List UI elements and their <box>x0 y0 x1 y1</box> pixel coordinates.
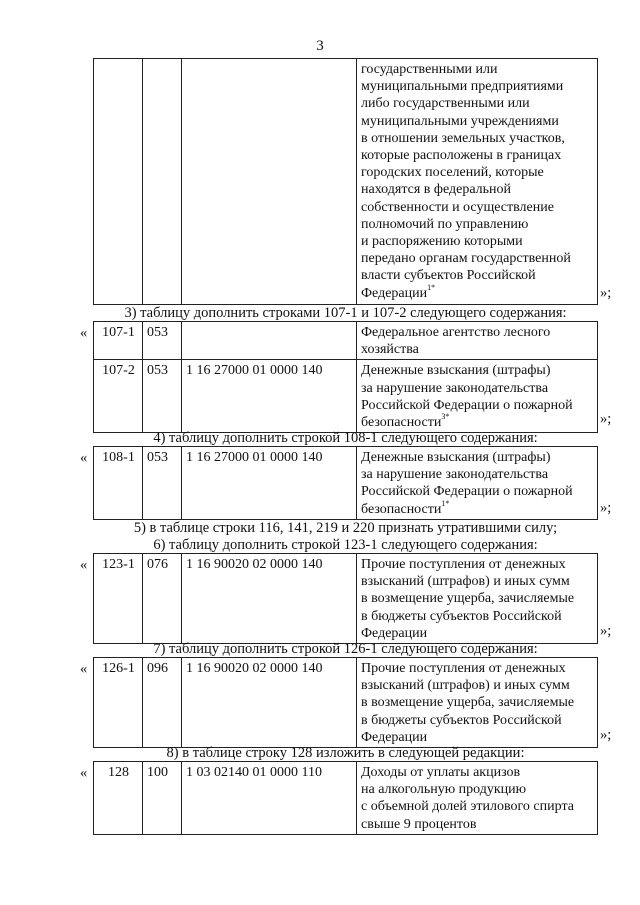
cell-code: 1 16 27000 01 0000 140 <box>182 447 357 520</box>
open-quote: « <box>80 661 88 677</box>
cell-num: 108-1 <box>94 447 143 520</box>
table-row <box>94 322 598 360</box>
cell-admin: 096 <box>143 658 182 748</box>
top-fragment-text: государственными или муниципальными предприятиями либо государственными или муниципальными учреждениями в отношении земельных участков, которые расположены в границах городских поселений, которые находятся в федеральной собственности и осуществление полномочий по управлению и распоряжению которыми передано органам государственной власти субъектов Российской Федерации <box>361 62 571 301</box>
table-row <box>94 658 598 748</box>
close-quote: »; <box>600 411 612 427</box>
cell-desc <box>357 447 598 520</box>
cell-admin: 076 <box>143 554 182 644</box>
cell-num: 107-2 <box>94 360 143 433</box>
row-description: Федеральное агентство лесного хозяйства <box>361 325 551 358</box>
instruction-7: 7) таблицу дополнить строкой 126-1 следующего содержания: <box>153 641 538 657</box>
cell-desc <box>357 59 598 305</box>
footnote-mark: 3* <box>441 412 450 422</box>
cell-desc <box>357 554 598 644</box>
cell-desc <box>357 762 598 835</box>
instruction-8: 8) в таблице строку 128 изложить в следующей редакции: <box>166 745 525 761</box>
cell-code: 1 16 90020 02 0000 140 <box>182 658 357 748</box>
cell-num: 128 <box>94 762 143 835</box>
cell-desc <box>357 658 598 748</box>
cell-code <box>182 59 357 305</box>
table-107 <box>93 321 598 433</box>
cell-admin: 053 <box>143 360 182 433</box>
instruction-4: 4) таблицу дополнить строкой 108-1 следующего содержания: <box>153 430 538 446</box>
close-quote: »; <box>600 500 612 516</box>
cell-code <box>182 322 357 360</box>
cell-admin <box>143 59 182 305</box>
table-123 <box>93 553 598 644</box>
row-description: Прочие поступления от денежных взысканий (штрафов) и иных сумм в возмещение ущерба, зачисляемые в бюджеты субъектов Российской Федерации <box>361 557 575 641</box>
cell-code: 1 16 90020 02 0000 140 <box>182 554 357 644</box>
page-number: 3 <box>316 38 324 54</box>
instruction-5: 5) в таблице строки 116, 141, 219 и 220 признать утратившими силу; <box>133 520 558 536</box>
table-128 <box>93 761 598 835</box>
table-row <box>94 59 598 305</box>
table-126 <box>93 657 598 748</box>
cell-num: 107-1 <box>94 322 143 360</box>
row-description: Денежные взыскания (штрафы) за нарушение законодательства Российской Федерации о пожарной безопасности <box>361 363 573 431</box>
row-description: Доходы от уплаты акцизов на алкогольную продукцию с объемной долей этилового спирта свыше 9 процентов <box>361 765 574 832</box>
cell-desc <box>357 360 598 433</box>
cell-code: 1 03 02140 01 0000 110 <box>182 762 357 835</box>
cell-admin: 053 <box>143 322 182 360</box>
cell-num <box>94 59 143 305</box>
table-top-fragment <box>93 58 598 305</box>
instruction-6: 6) таблицу дополнить строкой 123-1 следующего содержания: <box>153 537 538 553</box>
open-quote: « <box>80 325 88 341</box>
table-row <box>94 762 598 835</box>
footnote-mark: 1* <box>441 498 450 508</box>
close-quote: »; <box>600 727 612 743</box>
table-row <box>94 554 598 644</box>
close-quote: »; <box>600 623 612 639</box>
open-quote: « <box>80 557 88 573</box>
table-row <box>94 447 598 520</box>
table-108 <box>93 446 598 520</box>
cell-admin: 100 <box>143 762 182 835</box>
cell-code: 1 16 27000 01 0000 140 <box>182 360 357 433</box>
row-description: Прочие поступления от денежных взысканий (штрафов) и иных сумм в возмещение ущерба, зачисляемые в бюджеты субъектов Российской Федерации <box>361 661 575 745</box>
close-quote: »; <box>600 285 612 301</box>
row-description: Денежные взыскания (штрафы) за нарушение законодательства Российской Федерации о пожарной безопасности <box>361 450 573 517</box>
cell-num: 123-1 <box>94 554 143 644</box>
open-quote: « <box>80 765 88 781</box>
cell-admin: 053 <box>143 447 182 520</box>
table-row <box>94 360 598 433</box>
open-quote: « <box>80 450 88 466</box>
instruction-3: 3) таблицу дополнить строками 107-1 и 107-2 следующего содержания: <box>124 305 567 321</box>
footnote-mark: 1* <box>427 282 436 292</box>
cell-num: 126-1 <box>94 658 143 748</box>
cell-desc <box>357 322 598 360</box>
